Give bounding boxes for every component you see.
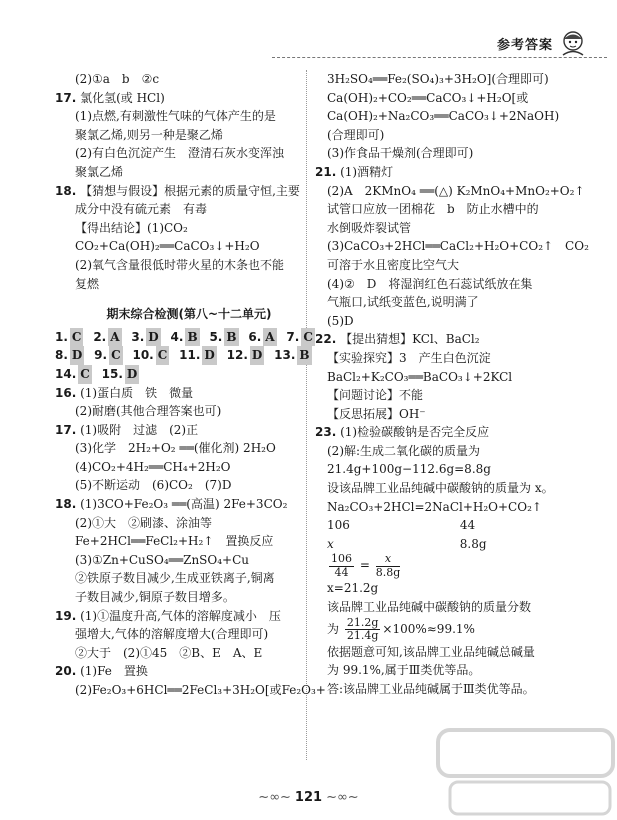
answer-line: CO₂+Ca(OH)₂══CaCO₃↓+H₂O — [75, 239, 260, 254]
fraction: $\frac{x}{8.8g}$ — [375, 552, 401, 579]
question-number: 7. — [286, 329, 300, 344]
page-header — [0, 0, 617, 62]
answer-line: 答:该品牌工业品纯碱属于Ⅲ类优等品。 — [327, 681, 535, 696]
choice-answer: C — [70, 328, 84, 347]
choice-answer: D — [70, 346, 84, 365]
answer-line: (3)CaCO₃+2HCl══CaCl₂+H₂O+CO₂↑ CO₂ — [327, 239, 589, 254]
answer-line: (1)点燃,有刺激性气味的气体产生的是 — [75, 109, 276, 124]
header-divider — [272, 57, 607, 58]
answer-line: (1)3CO+Fe₂O₃ ══(高温) 2Fe+3CO₂ — [80, 497, 288, 512]
answer-line: (1)酒精灯 — [340, 164, 394, 179]
answer-line: BaCl₂+K₂CO₃══BaCO₃↓+2KCl — [327, 369, 513, 384]
answer-line: ②铁原子数目减少,生成亚铁离子,铜离 — [75, 571, 275, 586]
choice-answer: D — [202, 346, 216, 365]
answer-line: 【问题讨论】不能 — [327, 388, 424, 403]
question-number: 20. — [55, 664, 77, 679]
choice-answer: C — [78, 365, 92, 384]
answer-line: (1)Fe 置换 — [80, 664, 148, 679]
question-number: 16. — [55, 385, 77, 400]
answer-line: 气瓶口,试纸变蓝色,说明满了 — [327, 295, 479, 310]
answer-line: (1)检验碳酸钠是否完全反应 — [340, 425, 490, 440]
ornament-icon: ~∞~ — [326, 790, 359, 805]
question-number: 12. — [226, 348, 248, 363]
choice-answer: B — [224, 328, 238, 347]
question-number: 4. — [170, 329, 184, 344]
answer-line: 【实验探究】3 产生白色沉淀 — [327, 350, 491, 365]
question-number: 8. — [55, 348, 68, 363]
answer-line: 【提出猜想】KCl、BaCl₂ — [340, 332, 480, 347]
question-number: 17. — [55, 90, 77, 105]
choice-answer: D — [146, 328, 160, 347]
question-number: 22. — [315, 332, 337, 347]
question-number: 14. — [55, 366, 77, 381]
answer-line: Ca(OH)₂+CO₂══CaCO₃↓+H₂O[或 — [327, 90, 529, 105]
question-number: 18. — [55, 497, 77, 512]
answer-line: (合理即可) — [327, 127, 385, 142]
answer-row — [55, 365, 323, 384]
answer-line: 氯化氢(或 HCl) — [80, 90, 165, 105]
answer-line: x=21.2g — [327, 581, 379, 596]
question-number: 18. — [55, 183, 77, 198]
ratio-value: 44 — [459, 518, 476, 533]
question-number: 5. — [209, 329, 223, 344]
question-number: 23. — [315, 425, 337, 440]
answer-line: 聚氯乙烯,则另一种是聚乙烯 — [75, 127, 223, 142]
choice-answer: B — [297, 346, 311, 365]
question-number: 1. — [55, 329, 68, 344]
ratio-row — [315, 535, 575, 554]
answer-line: 聚氯乙烯 — [75, 164, 124, 179]
answer-line: (2)Fe₂O₃+6HCl══2FeCl₃+3H₂O[或Fe₂O₃+ — [75, 683, 326, 697]
answer-line: (5)不断运动 (6)CO₂ (7)D — [75, 478, 232, 493]
proportion-line: $\frac{106}{44}$ = $\frac{x}{8.8g}$ — [331, 552, 401, 579]
answer-line: (2)氧气含量很低时带火星的木条也不能 — [75, 257, 284, 272]
question-number: 3. — [131, 329, 145, 344]
student-avatar-icon — [559, 30, 587, 56]
right-column — [315, 70, 589, 698]
choice-answer: A — [263, 328, 276, 347]
question-number: 19. — [55, 608, 77, 623]
percent-line: 为 $\frac{21.2g}{21.4g}$ ×100%≈99.1% — [327, 615, 475, 642]
answer-line: 设该品牌工业品纯碱中碳酸钠的质量为 x。 — [327, 481, 554, 496]
answer-line: 强增大,气体的溶解度增大(合理即可) — [75, 627, 269, 642]
answer-line: (1)蛋白质 铁 微量 — [80, 385, 194, 400]
choice-answer: C — [109, 346, 123, 365]
question-number: 21. — [315, 164, 337, 179]
answer-line: 该品牌工业品纯碱中碳酸钠的质量分数 — [327, 600, 532, 615]
ornament-icon: ~∞~ — [258, 790, 291, 805]
answer-line: 【猜想与假设】根据元素的质量守恒,主要 — [80, 183, 300, 198]
question-number: 17. — [55, 422, 77, 437]
ratio-row — [315, 516, 575, 535]
ratio-value: 8.8g — [459, 536, 487, 551]
answer-line: 试管口应放一团棉花 b 防止水槽中的 — [327, 202, 539, 217]
choice-answer: A — [108, 328, 121, 347]
answer-line: (2)A 2KMnO₄ ══(△) K₂MnO₄+MnO₂+O₂↑ — [327, 183, 585, 198]
answer-line: (1)吸附 过滤 (2)正 — [80, 422, 199, 437]
fraction: $\frac{106}{44}$ — [331, 552, 352, 579]
choice-answer: D — [125, 365, 139, 384]
answer-line: (2)有白色沉淀产生 澄清石灰水变浑浊 — [75, 146, 284, 161]
answer-line: (2)解:生成二氧化碳的质量为 — [327, 443, 481, 458]
answer-row — [55, 346, 323, 365]
answer-line: 为 99.1%,属于Ⅲ类优等品。 — [327, 663, 481, 678]
question-number: 10. — [132, 348, 154, 363]
question-number: 11. — [179, 348, 201, 363]
choice-answer: C — [156, 346, 170, 365]
ratio-value: 106 — [327, 518, 350, 533]
question-number: 15. — [101, 366, 123, 381]
page-number: 121 — [294, 790, 323, 805]
answer-line: (5)D — [327, 313, 354, 328]
header-title: 参考答案 — [496, 38, 553, 53]
answer-line: (3)化学 2H₂+O₂ ══(催化剂) 2H₂O — [75, 441, 276, 456]
answer-line: 【得出结论】(1)CO₂ — [75, 220, 188, 235]
page-footer — [0, 788, 617, 808]
answer-line: (3)作食品干燥剂(合理即可) — [327, 146, 474, 161]
equation-line: Na₂CO₃+2HCl=2NaCl+H₂O+CO₂↑ — [327, 499, 542, 514]
answer-line: 依据题意可知,该品牌工业品纯碱总碱量 — [327, 644, 535, 659]
choice-answer: C — [301, 328, 315, 347]
answer-line: Ca(OH)₂+Na₂CO₃══CaCO₃↓+2NaOH) — [327, 109, 560, 124]
answer-line: 复燃 — [75, 276, 100, 291]
choice-answer: B — [185, 328, 199, 347]
answer-line: (2)耐磨(其他合理答案也可) — [75, 404, 222, 419]
answer-line: (2)①a b ②c — [75, 72, 160, 86]
question-number: 2. — [93, 329, 107, 344]
question-number: 6. — [248, 329, 262, 344]
question-number: 13. — [274, 348, 296, 363]
answer-row — [55, 328, 323, 347]
answer-line: (1)①温度升高,气体的溶解度减小 压 — [80, 608, 281, 623]
answer-line: (4)CO₂+4H₂══CH₄+2H₂O — [75, 459, 231, 474]
section-title: 期末综合检测(第八~十二单元) — [106, 307, 272, 322]
answer-line: (4)② D 将湿润红色石蕊试纸放在集 — [327, 276, 533, 291]
answer-line: 21.4g+100g−112.6g=8.8g — [327, 462, 491, 477]
answer-line: 【反思拓展】OH⁻ — [327, 406, 426, 421]
answer-line: ②大于 (2)①45 ②B、E A、E — [75, 645, 263, 660]
choice-answer: D — [250, 346, 264, 365]
answer-line: Fe+2HCl══FeCl₂+H₂↑ 置换反应 — [75, 534, 274, 549]
answer-line: (3)①Zn+CuSO₄══ZnSO₄+Cu — [75, 552, 250, 567]
answer-line: 水倒吸炸裂试管 — [327, 220, 412, 235]
answer-line: 子数目减少,铜原子数目增多。 — [75, 590, 235, 605]
answer-line: 3H₂SO₄══Fe₂(SO₄)₃+3H₂O](合理即可) — [327, 72, 549, 86]
fraction: $\frac{21.2g}{21.4g}$ — [346, 615, 379, 642]
answer-line: 可溶于水且密度比空气大 — [327, 257, 460, 272]
question-number: 9. — [94, 348, 108, 363]
answer-line: (2)①大 ②刷漆、涂油等 — [75, 515, 212, 530]
answer-line: 成分中没有硫元素 有毒 — [75, 202, 208, 217]
ratio-value: x — [327, 536, 334, 551]
